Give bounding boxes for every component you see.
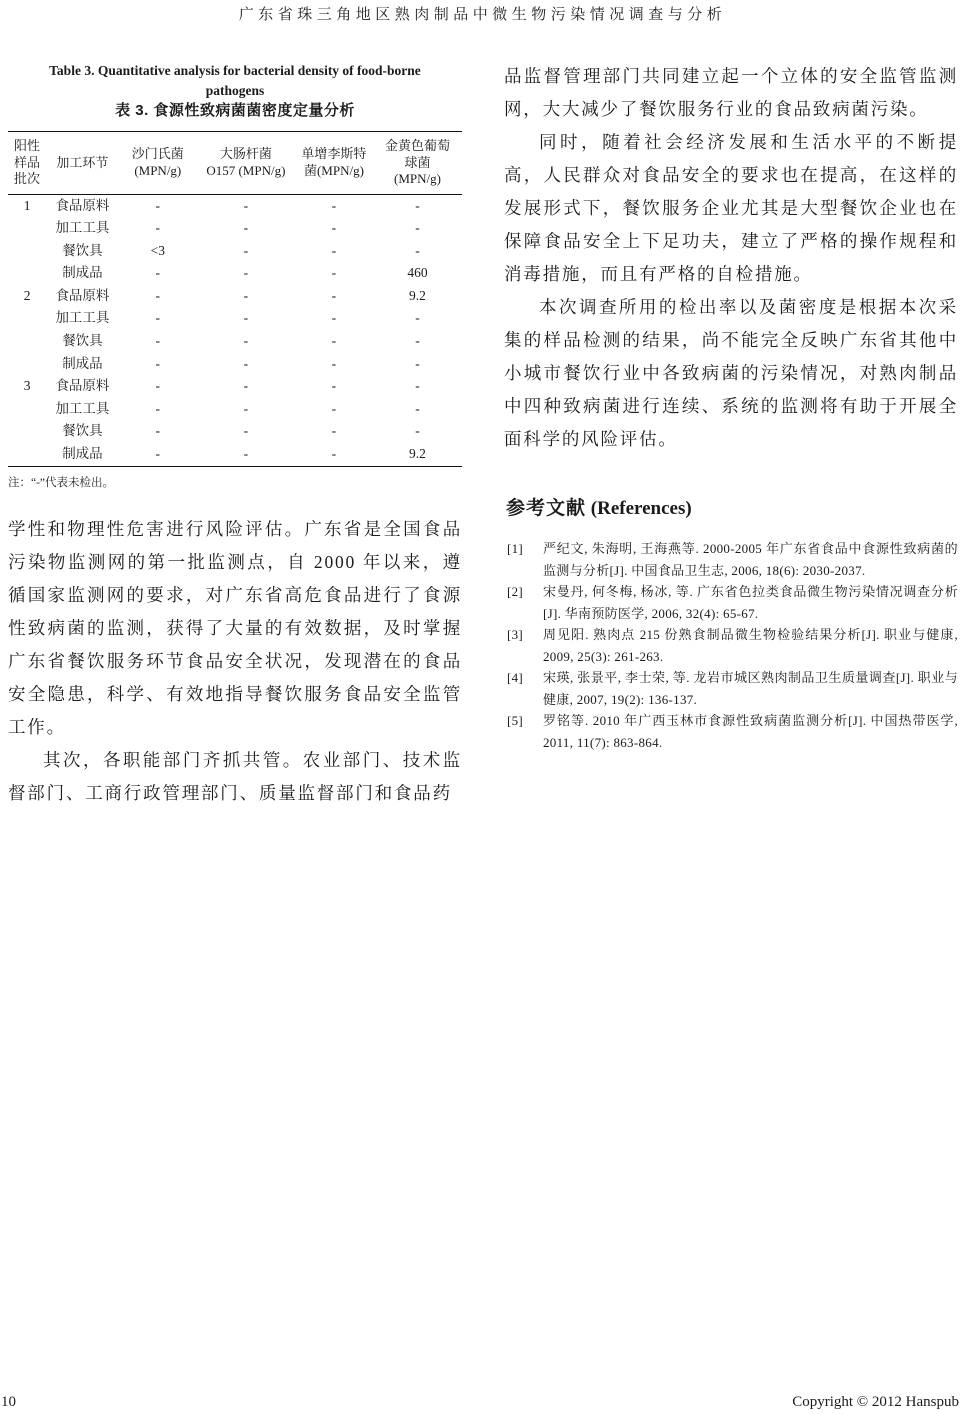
table-cell: -: [155, 287, 161, 303]
table-cell: 1: [23, 197, 31, 213]
table-column-header: 金黄色葡萄 球菌 (MPN/g): [384, 138, 450, 186]
table-cell: -: [155, 265, 161, 281]
table-cell: -: [243, 400, 249, 416]
footer-page-number: 10: [1, 1394, 16, 1410]
table-cell: -: [155, 400, 161, 416]
references-heading-chinese: 参考文献: [506, 498, 587, 519]
table-row: [8, 443, 462, 466]
table-cell: 加工工具: [55, 400, 110, 416]
table-column-header: 大肠杆菌 O157 (MPN/g): [206, 146, 286, 178]
table-caption-chinese: 表 3. 食源性致病菌菌密度定量分析: [115, 102, 355, 119]
reference-item: [504, 538, 958, 581]
table-cell: -: [331, 287, 337, 303]
table-row: [8, 330, 462, 353]
table-row: [8, 375, 462, 398]
reference-number: [3]: [507, 627, 524, 642]
table-cell: -: [415, 355, 420, 371]
table-cell: 加工工具: [55, 220, 110, 236]
table-cell: -: [155, 220, 161, 236]
table-cell: -: [243, 355, 249, 371]
reference-number: [4]: [507, 670, 524, 685]
table-cell: -: [331, 220, 337, 236]
table-cell: 9.2: [409, 287, 426, 303]
reference-text: 周见阳. 熟肉点 215 份熟食制品微生物检验结果分析[J]. 职业与健康, 2009, 25(3): 261-263.: [543, 627, 958, 664]
table-cell: -: [155, 333, 161, 349]
table-cell: [8, 240, 46, 263]
table-cell: -: [331, 197, 337, 213]
table-cell: -: [243, 333, 249, 349]
table-cell: 9.2: [409, 446, 426, 462]
table-cell: -: [243, 197, 249, 213]
table-cell: -: [331, 242, 337, 258]
table-row: [8, 420, 462, 443]
table-cell: 制成品: [62, 446, 103, 462]
table-row: [8, 194, 462, 217]
table-cell: [8, 420, 46, 443]
table-caption-english: Table 3. Quantitative analysis for bacterial density of food-borne pathogens: [49, 63, 421, 98]
right-paragraph-2: 同时，随着社会经济发展和生活水平的不断提高，人民群众对食品安全的要求也在提高，在这样的发展形式下，餐饮服务企业尤其是大型餐饮企业也在保障食品安全上下足功夫，建立了严格的操作规程和消毒措施，而且有严格的自检措施。: [504, 132, 958, 284]
reference-text: 罗铭等. 2010 年广西玉林市食源性致病菌监测分析[J]. 中国热带医学, 2011, 11(7): 863-864.: [543, 713, 958, 750]
table-row: [8, 262, 462, 285]
table-cell: -: [415, 197, 420, 213]
references-heading-english: (References): [586, 498, 692, 519]
table-row: [8, 285, 462, 308]
reference-number: [2]: [507, 584, 524, 599]
table-cell: -: [415, 242, 420, 258]
table-cell: -: [415, 378, 420, 394]
right-paragraph-1: 品监督管理部门共同建立起一个立体的安全监管监测网，大大减少了餐饮服务行业的食品致病菌污染。: [504, 66, 958, 119]
table-cell: -: [243, 378, 249, 394]
right-paragraph-3: 本次调查所用的检出率以及菌密度是根据本次采集的样品检测的结果，尚不能完全反映广东省其他中小城市餐饮行业中各致病菌的污染情况，对熟肉制品中四种致病菌进行连续、系统的监测将有助于开展全面科学的风险评估。: [504, 297, 958, 449]
table-row: [8, 398, 462, 421]
table-footnote: 注：“-”代表未检出。: [8, 476, 115, 489]
table-cell: -: [155, 446, 161, 462]
table-cell: -: [331, 333, 337, 349]
table-cell: 餐饮具: [62, 423, 103, 439]
table-body: [8, 194, 462, 466]
reference-list: [504, 538, 958, 753]
table-cell: -: [155, 310, 161, 326]
footer-copyright: Copyright © 2012 Hanspub: [792, 1394, 959, 1410]
reference-text: 宋曼丹, 何冬梅, 杨冰, 等. 广东省色拉类食品微生物污染情况调查分析[J]. 华南预防医学, 2006, 32(4): 65-67.: [543, 584, 958, 621]
table-column-header: 阳性 样品 批次: [14, 138, 41, 186]
table-column-header: 沙门氏菌 (MPN/g): [131, 146, 184, 178]
table-cell: -: [243, 423, 249, 439]
table-row: [8, 353, 462, 376]
table-cell: -: [243, 446, 249, 462]
table-cell: [8, 443, 46, 466]
table-cell: -: [331, 446, 337, 462]
references-heading: [506, 496, 958, 522]
table-cell: -: [331, 310, 337, 326]
reference-item: [504, 624, 958, 667]
table-cell: 食品原料: [55, 287, 110, 303]
left-paragraph-1: 学性和物理性危害进行风险评估。广东省是全国食品污染物监测网的第一批监测点，自 2000 年以来，遵循国家监测网的要求，对广东省高危食品进行了食源性致病菌的监测，获得了大量的有效数据，及时掌握广东省餐饮服务环节食品安全状况，发现潜在的食品安全隐患，科学、有效地指导餐饮服务食品安全监管工作。: [8, 518, 462, 737]
reference-number: [1]: [507, 541, 524, 556]
reference-item: [504, 667, 958, 710]
right-column: [504, 56, 958, 753]
table-row: [8, 307, 462, 330]
table-cell: [8, 217, 46, 240]
table-cell: -: [155, 355, 161, 371]
table-cell: 460: [407, 265, 428, 281]
table-cell: [8, 398, 46, 421]
table-cell: [8, 262, 46, 285]
table-cell: -: [415, 400, 420, 416]
table-row: [8, 217, 462, 240]
table-cell: -: [243, 310, 249, 326]
table-cell: 餐饮具: [62, 333, 103, 349]
table-cell: -: [243, 287, 249, 303]
left-column: [8, 58, 462, 810]
table-header-row: [8, 132, 462, 195]
table-cell: -: [415, 220, 420, 236]
table-cell: -: [331, 355, 337, 371]
table-cell: -: [415, 333, 420, 349]
table-cell: 制成品: [62, 265, 103, 281]
table-column-header: 加工环节: [56, 154, 109, 170]
table-cell: 食品原料: [55, 378, 110, 394]
table-cell: 3: [23, 378, 31, 394]
table-cell: -: [155, 423, 161, 439]
table-column-header: 单增李斯特 菌(MPN/g): [301, 146, 367, 178]
table-cell: -: [243, 265, 249, 281]
left-paragraph-2: 其次，各职能部门齐抓共管。农业部门、技术监督部门、工商行政管理部门、质量监督部门和食品药: [8, 749, 462, 803]
table-cell: -: [331, 378, 337, 394]
table-row: [8, 240, 462, 263]
table-cell: [8, 307, 46, 330]
table-cell: 加工工具: [55, 310, 110, 326]
table-cell: -: [155, 378, 161, 394]
table-cell: [8, 353, 46, 376]
table-cell: 餐饮具: [62, 242, 103, 258]
reference-number: [5]: [507, 713, 524, 728]
pathogen-density-table: [8, 131, 462, 467]
table-cell: -: [331, 423, 337, 439]
table-cell: -: [331, 400, 337, 416]
table-cell: 食品原料: [55, 197, 110, 213]
table-cell: -: [243, 242, 249, 258]
table-cell: <3: [150, 242, 165, 258]
running-header-title: 广东省珠三角地区熟肉制品中微生物污染情况调查与分析: [238, 7, 727, 23]
reference-item: [504, 710, 958, 753]
reference-text: 宋瑛, 张景平, 李士荣, 等. 龙岩市城区熟肉制品卫生质量调查[J]. 职业与健康, 2007, 19(2): 136-137.: [543, 670, 958, 707]
table-cell: -: [331, 265, 337, 281]
table-cell: 2: [23, 287, 31, 303]
table-cell: -: [415, 310, 420, 326]
table-cell: [8, 330, 46, 353]
table-cell: -: [243, 220, 249, 236]
table-cell: -: [155, 197, 161, 213]
table-cell: -: [415, 423, 420, 439]
reference-item: [504, 581, 958, 624]
table-cell: 制成品: [62, 355, 103, 371]
reference-text: 严纪文, 朱海明, 王海燕等. 2000-2005 年广东省食品中食源性致病菌的监测与分析[J]. 中国食品卫生志, 2006, 18(6): 2030-2037.: [543, 541, 958, 578]
